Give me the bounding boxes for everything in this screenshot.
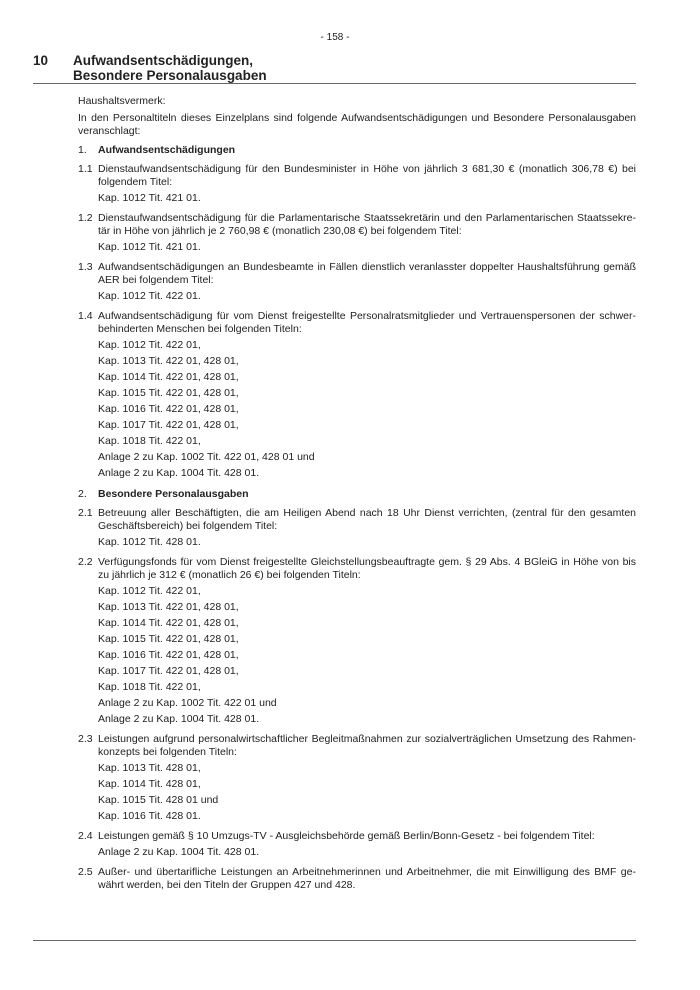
budget-title-list (98, 844, 636, 860)
budget-title: Kap. 1012 Tit. 422 01, (98, 585, 201, 597)
item-content (98, 733, 636, 824)
item-number: 2.3 (78, 733, 93, 745)
footer-rule (33, 940, 636, 941)
chapter-title-line: Aufwandsentschädigungen, (73, 53, 254, 68)
item-content (98, 163, 636, 206)
item-text-line: behinderten Menschen bei folgenden Titeln: (98, 323, 302, 335)
item-number: 2.2 (78, 556, 93, 568)
budget-title: Anlage 2 zu Kap. 1002 Tit. 422 01 und (98, 697, 277, 709)
chapter-number: 10 (33, 53, 49, 68)
item-text-line: zu jährlich je 312 € (monatlich 26 €) bei folgenden Titeln: (98, 569, 361, 581)
budget-note-label: Haushaltsvermerk: (78, 95, 166, 107)
item-text-line: konzepts bei folgenden Titeln: (98, 746, 237, 758)
item-content (98, 507, 636, 550)
budget-title: Kap. 1016 Tit. 422 01, 428 01, (98, 403, 239, 415)
item-text-line: Leistungen aufgrund personalwirtschaftlicher Begleitmaßnahmen zur sozialverträglichen Umsetzung des Rahmen- (98, 733, 636, 745)
item-text-line: währt werden, bei den Titeln der Gruppen 427 und 428. (98, 879, 356, 891)
item-number: 2.1 (78, 507, 93, 519)
section-heading (78, 488, 636, 501)
item-number: 1.1 (78, 163, 93, 175)
budget-title: Kap. 1013 Tit. 428 01, (98, 762, 201, 774)
budget-title: Kap. 1012 Tit. 422 01. (98, 290, 201, 302)
item-content (98, 556, 636, 727)
item-text-line: Aufwandsentschädigungen an Bundesbeamte in Fällen dienstlich veranlasster doppelter Haushaltsführung gemäß (98, 261, 636, 273)
budget-title: Kap. 1012 Tit. 422 01, (98, 339, 201, 351)
list-item (78, 507, 636, 550)
budget-title: Kap. 1016 Tit. 428 01. (98, 810, 201, 822)
intro-line: veranschlagt: (78, 125, 141, 137)
budget-title-list (98, 288, 636, 304)
budget-title-list (98, 583, 636, 727)
budget-title: Kap. 1018 Tit. 422 01, (98, 681, 201, 693)
item-number: 2.4 (78, 830, 93, 842)
item-content (98, 830, 636, 860)
section-title: Aufwandsentschädigungen (98, 144, 236, 156)
item-content (98, 866, 636, 892)
budget-title-list (98, 760, 636, 824)
budget-title-list (98, 337, 636, 481)
list-item (78, 556, 636, 727)
section-title: Besondere Personalausgaben (98, 488, 249, 500)
budget-title: Kap. 1012 Tit. 428 01. (98, 536, 201, 548)
list-item (78, 310, 636, 481)
section-heading (78, 144, 636, 157)
item-content (98, 261, 636, 304)
budget-title-list (98, 239, 636, 255)
list-item (78, 163, 636, 206)
budget-title: Kap. 1012 Tit. 421 01. (98, 241, 201, 253)
item-number: 1.2 (78, 212, 93, 224)
chapter-title (73, 53, 267, 83)
budget-title: Anlage 2 zu Kap. 1004 Tit. 428 01. (98, 713, 260, 725)
item-text-line: Leistungen gemäß § 10 Umzugs-TV - Ausgleichsbehörde gemäß Berlin/Bonn-Gesetz - bei folgendem Titel: (98, 830, 595, 842)
list-item (78, 733, 636, 824)
budget-title: Kap. 1017 Tit. 422 01, 428 01, (98, 665, 239, 677)
item-number: 1.4 (78, 310, 93, 322)
item-number: 1.3 (78, 261, 93, 273)
item-text-line: AER bei folgendem Titel: (98, 274, 214, 286)
budget-title: Kap. 1014 Tit. 422 01, 428 01, (98, 371, 239, 383)
budget-title: Anlage 2 zu Kap. 1002 Tit. 422 01, 428 01 und (98, 451, 315, 463)
page-number: - 158 - (320, 32, 350, 43)
budget-title-list (98, 190, 636, 206)
budget-title: Kap. 1013 Tit. 422 01, 428 01, (98, 355, 239, 367)
intro-line: In den Personaltiteln dieses Einzelplans sind folgende Aufwandsentschädigungen und Besondere Personalausgaben (78, 112, 636, 124)
list-item (78, 261, 636, 304)
item-content (98, 310, 636, 481)
budget-title: Kap. 1012 Tit. 421 01. (98, 192, 201, 204)
list-item (78, 212, 636, 255)
item-text-line: Verfügungsfonds für vom Dienst freigestellte Gleichstellungsbeauftragte gem. § 29 Abs. 4 BGleiG in Höhe von bis (98, 556, 636, 568)
budget-title-list (98, 534, 636, 550)
budget-title: Kap. 1016 Tit. 422 01, 428 01, (98, 649, 239, 661)
budget-title: Anlage 2 zu Kap. 1004 Tit. 428 01. (98, 846, 260, 858)
budget-title: Kap. 1014 Tit. 428 01, (98, 778, 201, 790)
budget-title: Anlage 2 zu Kap. 1004 Tit. 428 01. (98, 467, 260, 479)
budget-title: Kap. 1014 Tit. 422 01, 428 01, (98, 617, 239, 629)
item-content (98, 212, 636, 255)
item-text-line: Betreuung aller Beschäftigten, die am Heiligen Abend nach 18 Uhr Dienst verrichten, (zentral für den gesamten (98, 507, 636, 519)
list-item (78, 830, 636, 860)
item-text-line: Außer- und übertarifliche Leistungen an Arbeitnehmerinnen und Arbeitnehmer, die mit Einwilligung des BMF ge- (98, 866, 636, 878)
budget-title: Kap. 1015 Tit. 428 01 und (98, 794, 219, 806)
budget-title: Kap. 1018 Tit. 422 01, (98, 435, 201, 447)
item-number: 2.5 (78, 866, 93, 878)
budget-title: Kap. 1015 Tit. 422 01, 428 01, (98, 387, 239, 399)
item-text-line: folgendem Titel: (98, 176, 173, 188)
item-text-line: Dienstaufwandsentschädigung für die Parlamentarische Staatssekretärin und den Parlamentarischen Staatssekre- (98, 212, 636, 224)
section-number: 1. (78, 144, 87, 156)
header-rule (33, 83, 636, 84)
intro-paragraph (78, 112, 636, 138)
chapter-title-line: Besondere Personalausgaben (73, 68, 267, 83)
budget-title: Kap. 1017 Tit. 422 01, 428 01, (98, 419, 239, 431)
item-text-line: Aufwandsentschädigung für vom Dienst freigestellte Personalratsmitglieder und Vertrauenspersonen der schwer- (98, 310, 636, 322)
item-text-line: tär in Höhe von jährlich je 2 760,98 € (monatlich 230,08 €) bei folgendem Titel: (98, 225, 462, 237)
item-text-line: Dienstaufwandsentschädigung für den Bundesminister in Höhe von jährlich 3 681,30 € (monatlich 306,78 €) bei (98, 163, 636, 175)
section-number: 2. (78, 488, 87, 500)
budget-title: Kap. 1015 Tit. 422 01, 428 01, (98, 633, 239, 645)
budget-title: Kap. 1013 Tit. 422 01, 428 01, (98, 601, 239, 613)
item-text-line: Geschäftsbereich) bei folgendem Titel: (98, 520, 278, 532)
document-body (78, 95, 636, 892)
list-item (78, 866, 636, 892)
